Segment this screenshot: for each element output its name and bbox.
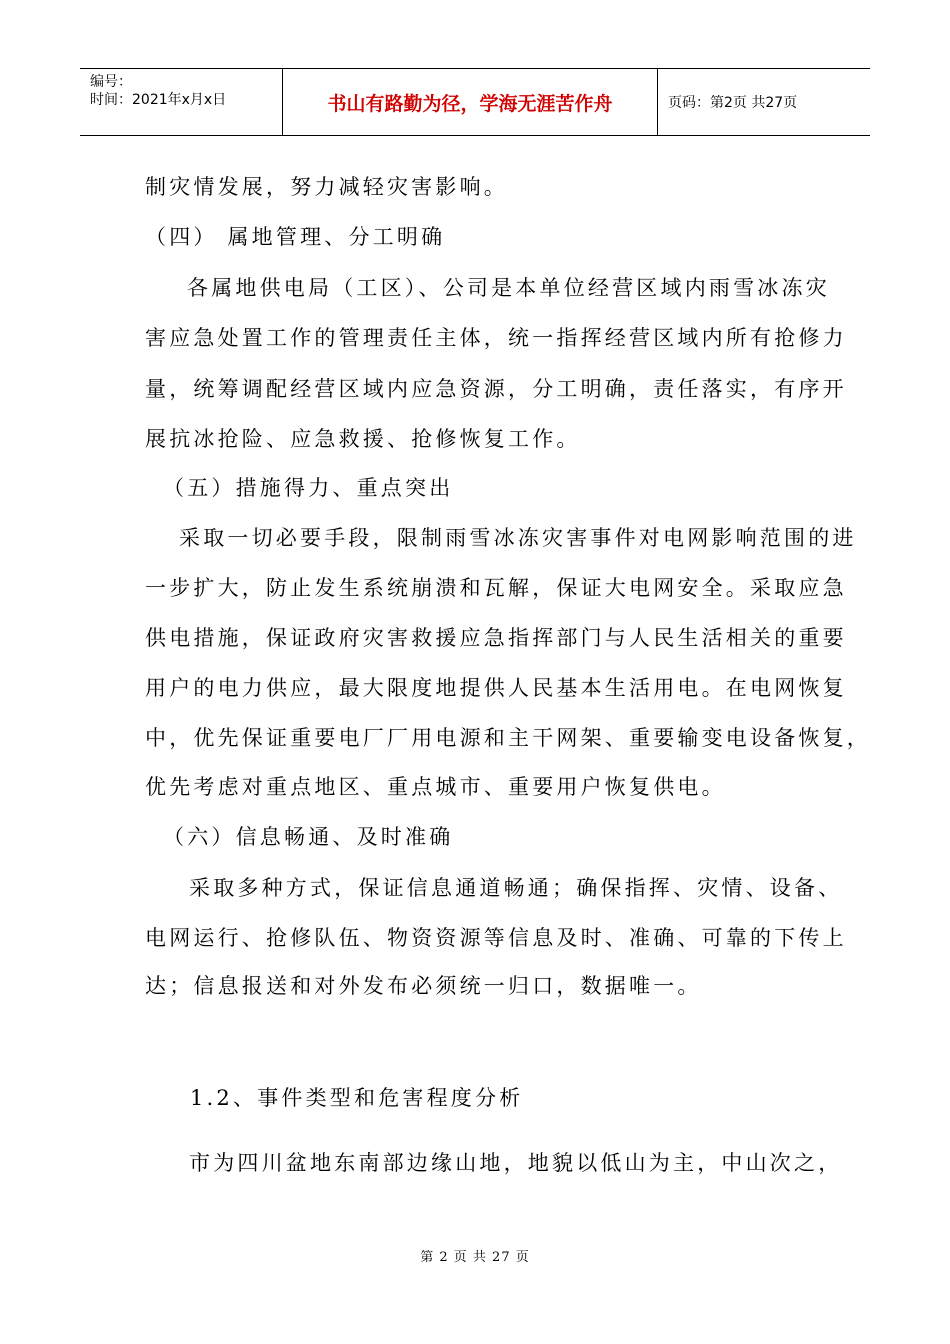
paragraph-line: 一步扩大，防止发生系统崩溃和瓦解，保证大电网安全。采取应急 (145, 576, 847, 600)
paragraph-line: 电网运行、抢修队伍、物资资源等信息及时、准确、可靠的下传上 (145, 926, 847, 950)
paragraph-line: 制灾情发展，努力减轻灾害影响。 (145, 175, 508, 199)
paragraph-line: 害应急处置工作的管理责任主体，统一指挥经营区域内所有抢修力 (145, 326, 847, 350)
paragraph-line: 采取一切必要手段，限制雨雪冰冻灾害事件对电网影响范围的进 (179, 526, 857, 550)
paragraph-line: 展抗冰抢险、应急救援、抢修恢复工作。 (145, 427, 581, 451)
document-date: 时间：2021年x月x日 (90, 92, 227, 108)
section-heading: （五）措施得力、重点突出 (163, 476, 454, 500)
document-number-label: 编号： (90, 74, 132, 90)
paragraph-line: 各属地供电局（工区）、公司是本单位经营区域内雨雪冰冻灾 (187, 276, 830, 300)
header-motto: 书山有路勤为径，学海无涯苦作舟 (283, 69, 658, 135)
page-header (80, 68, 870, 136)
paragraph-line: 优先考虑对重点地区、重点城市、重要用户恢复供电。 (145, 775, 726, 799)
paragraph-line: 供电措施，保证政府灾害救援应急指挥部门与人民生活相关的重要 (145, 626, 847, 650)
header-meta (80, 69, 283, 135)
paragraph-line: 采取多种方式，保证信息通道畅通；确保指挥、灾情、设备、 (189, 876, 843, 900)
section-heading: 1.2、事件类型和危害程度分析 (190, 1086, 524, 1110)
paragraph-line: 中，优先保证重要电厂厂用电源和主干网架、重要输变电设备恢复， (145, 726, 871, 750)
section-heading: （六）信息畅通、及时准确 (163, 825, 454, 849)
paragraph-line: 量，统筹调配经营区域内应急资源，分工明确，责任落实，有序开 (145, 377, 847, 401)
paragraph-line: 达；信息报送和对外发布必须统一归口，数据唯一。 (145, 974, 702, 998)
paragraph-line: 用户的电力供应，最大限度地提供人民基本生活用电。在电网恢复 (145, 676, 847, 700)
header-page-info: 页码：第2页 共27页 (668, 95, 798, 111)
section-heading: （四） 属地管理、分工明确 (145, 225, 446, 249)
page-footer: 第 2 页 共 27 页 (420, 1250, 530, 1265)
paragraph-line: 市为四川盆地东南部边缘山地，地貌以低山为主，中山次之， (189, 1151, 843, 1175)
